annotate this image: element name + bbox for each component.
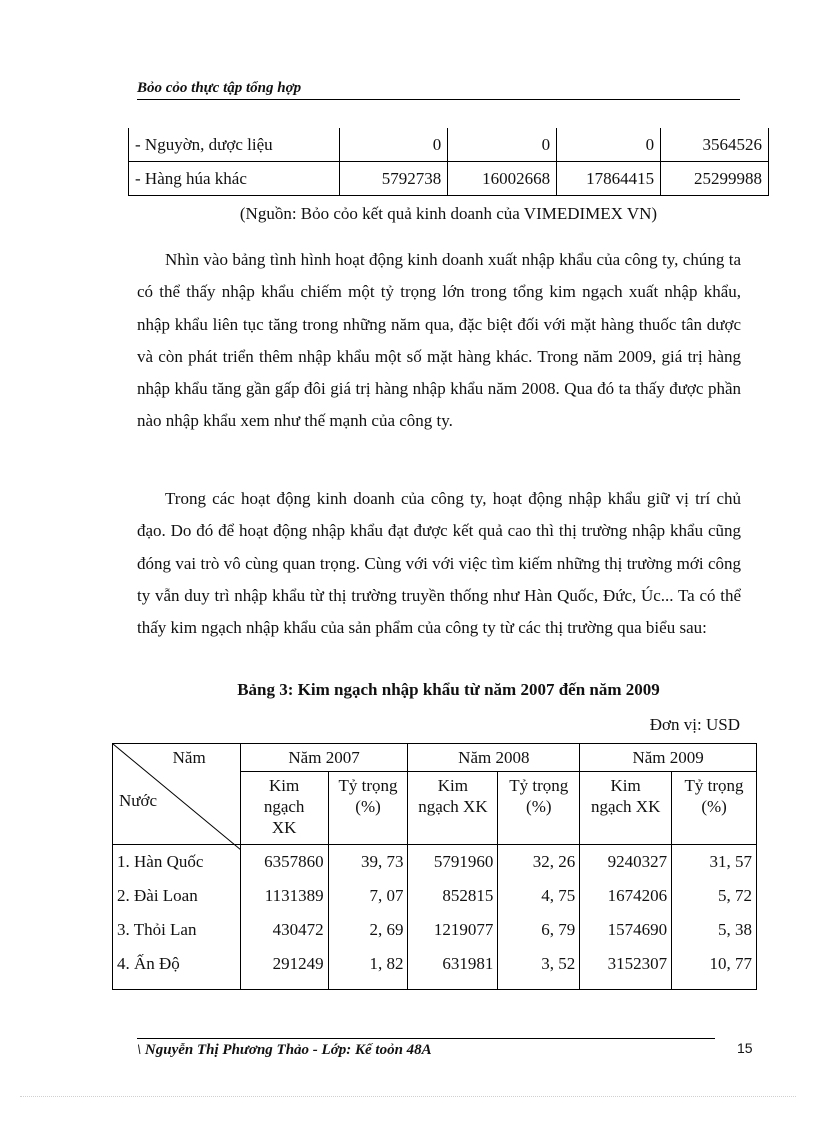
year-header: Năm 2009 [580,744,757,772]
table-row [129,128,769,162]
corner-cell [113,744,241,845]
table-cell: 25299988 [661,162,769,196]
table-cell: 39, 73 [328,845,408,880]
footer-divider [137,1038,715,1039]
table-cell: 3564526 [661,128,769,162]
footer-author: \ Nguyễn Thị Phương Thảo - Lớp: Kế toỏn 48A [137,1042,432,1058]
table-cell: 5, 72 [672,879,757,913]
corner-top-label: Năm [172,748,206,767]
subheader-cell [580,772,672,845]
row-label: - Nguyờn, dược liệu [129,128,340,162]
continued-table [128,128,769,196]
country-cell: 4. Ấn Độ [113,947,241,990]
table-cell: 852815 [408,879,498,913]
subheader-cell [240,772,328,845]
table-cell: 9240327 [580,845,672,880]
table-cell: 5792738 [340,162,448,196]
country-cell: 2. Đài Loan [113,879,241,913]
table-cell: 10, 77 [672,947,757,990]
table-cell: 0 [448,128,557,162]
subheader-text: Kim ngạch XK [263,776,305,837]
table-cell: 1674206 [580,879,672,913]
subheader-cell [498,772,580,845]
table-cell: 0 [557,128,661,162]
table-cell: 2, 69 [328,913,408,947]
table-cell: 31, 57 [672,845,757,880]
header-row [113,744,757,772]
table-cell: 17864415 [557,162,661,196]
subheader-text: Tỷ trọng (%) [509,776,569,816]
year-header: Năm 2008 [408,744,580,772]
country-cell: 1. Hàn Quốc [113,845,241,880]
row-label: - Hàng húa khác [129,162,340,196]
paragraph-1: Nhìn vào bảng tình hình hoạt động kinh doanh xuất nhập khẩu của công ty, chúng ta có thể thấy nhập khẩu chiếm một tỷ trọng lớn trong tổng kim ngạch xuất nhập khẩu, nhập khẩu liên tục tăng trong những năm qua, đặc biệt đối với mặt hàng thuốc tân dược và còn phát triển thêm nhập khẩu một số mặt hàng khác. Trong năm 2009, giá trị hàng nhập khẩu tăng gần gấp đôi giá trị hàng nhập khẩu năm 2008. Qua đó ta thấy được phần nào nhập khẩu xem như thế mạnh của công ty. [137,250,741,431]
table-cell: 32, 26 [498,845,580,880]
table-cell: 1131389 [240,879,328,913]
subheader-text: Kim ngạch XK [418,776,488,816]
table-cell: 16002668 [448,162,557,196]
corner-bottom-label: Nước [119,791,158,810]
table-title: Bảng 3: Kim ngạch nhập khẩu từ năm 2007 đến năm 2009 [237,680,660,699]
subheader-cell [328,772,408,845]
table-cell: 291249 [240,947,328,990]
table-unit: Đơn vị: USD [649,715,740,734]
table-cell: 6, 79 [498,913,580,947]
subheader-cell [672,772,757,845]
page-edge-divider [20,1096,796,1097]
subheader-text: Tỷ trọng (%) [338,776,398,816]
table-row [129,162,769,196]
paragraph-2: Trong các hoạt động kinh doanh của công ty, hoạt động nhập khẩu giữ vị trí chủ đạo. Do đó để hoạt động nhập khẩu đạt được kết quả cao thì thị trường nhập khẩu cũng đóng vai trò vô cùng quan trọng. Cùng với với việc tìm kiếm những thị trường mới công ty vẫn duy trì nhập khẩu từ thị trường truyền thống như Hàn Quốc, Đức, Úc... Ta có thể thấy kim ngạch nhập khẩu của sản phẩm của công ty từ các thị trường qua biểu sau: [137,489,741,638]
table-row [113,913,757,947]
table-cell: 5, 38 [672,913,757,947]
table-cell: 1219077 [408,913,498,947]
table-cell: 0 [340,128,448,162]
table-cell: 1574690 [580,913,672,947]
page-header: Bỏo cỏo thực tập tổng hợp [137,80,740,100]
subheader-cell [408,772,498,845]
table-cell: 7, 07 [328,879,408,913]
page-number: 15 [737,1040,753,1056]
country-cell: 3. Thỏi Lan [113,913,241,947]
table-cell: 6357860 [240,845,328,880]
table-cell: 5791960 [408,845,498,880]
year-header: Năm 2007 [240,744,408,772]
table-source: (Nguồn: Bỏo cỏo kết quả kinh doanh của VIMEDIMEX VN) [239,204,658,223]
import-table [112,743,757,990]
table-row [113,879,757,913]
table-row [113,947,757,990]
subheader-text: Tỷ trọng (%) [684,776,744,816]
table-cell: 3152307 [580,947,672,990]
table-cell: 631981 [408,947,498,990]
table-cell: 1, 82 [328,947,408,990]
table-cell: 4, 75 [498,879,580,913]
table-cell: 3, 52 [498,947,580,990]
subheader-text: Kim ngạch XK [590,776,661,816]
table-cell: 430472 [240,913,328,947]
